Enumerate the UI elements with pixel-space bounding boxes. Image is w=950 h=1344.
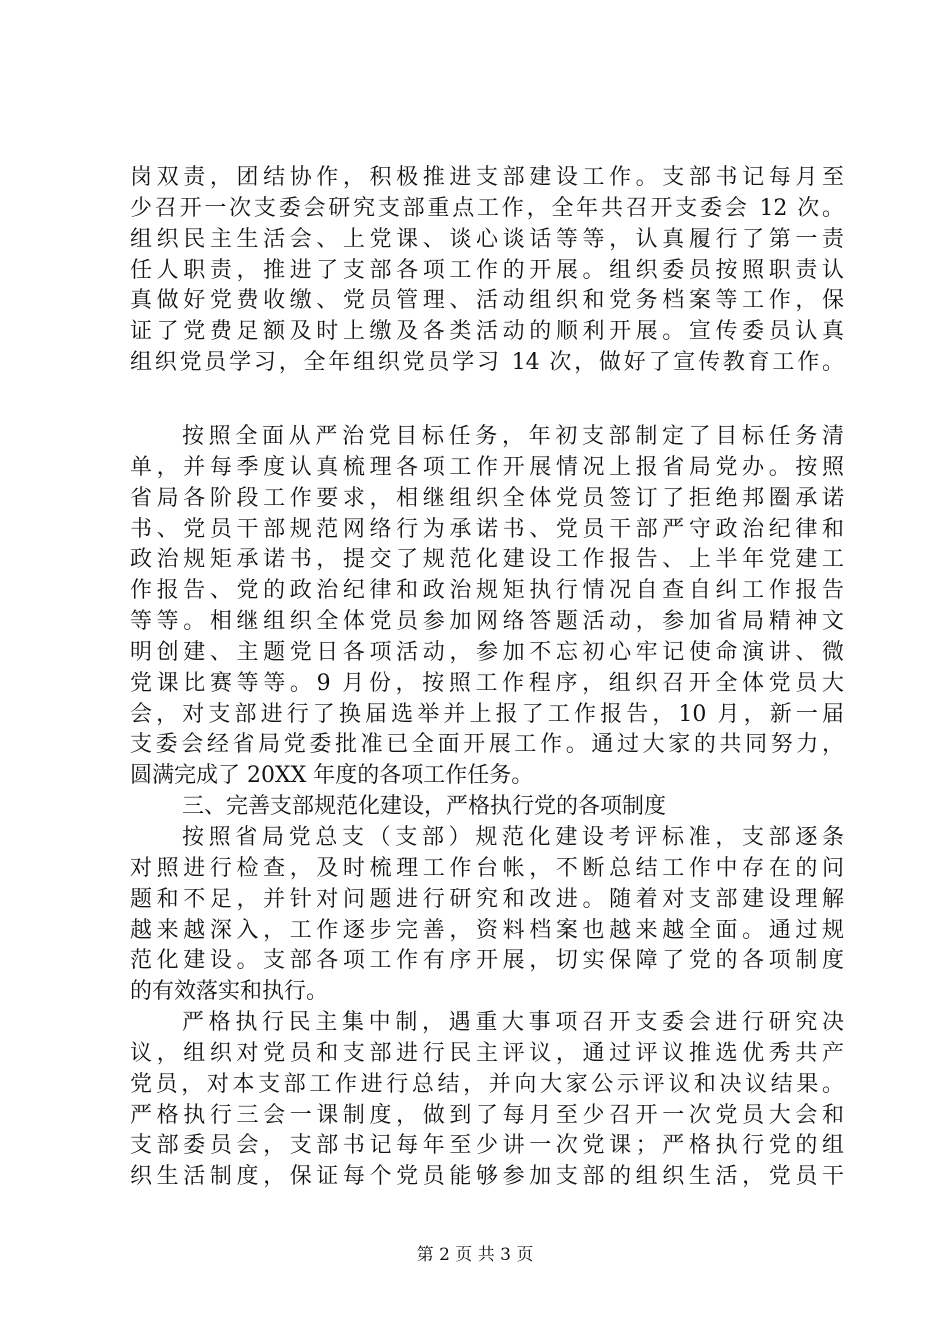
- paragraph-block-2: [130, 422, 844, 1193]
- text-line: 组织党员学习，全年组织党员学习 14 次，做好了宣传教育工作。: [130, 350, 844, 376]
- text-line: 严格执行民主集中制，遇重大事项召开支委会进行研究决: [182, 1010, 844, 1036]
- text-line: 会，对支部进行了换届选举并上报了工作报告，10 月，新一届: [130, 701, 844, 727]
- text-line: 严格执行三会一课制度，做到了每月至少召开一次党员大会和: [130, 1102, 844, 1128]
- text-line: 圆满完成了 20XX 年度的各项工作任务。: [130, 763, 534, 789]
- text-line: 岗双责，团结协作，积极推进支部建设工作。支部书记每月至: [130, 165, 844, 190]
- text-line: 少召开一次支委会研究支部重点工作，全年共召开支委会 12 次。: [130, 195, 844, 221]
- text-line: 题和不足，并针对问题进行研究和改进。随着对支部建设理解: [130, 886, 844, 912]
- text-line: 越来越深入，工作逐步完善，资料档案也越来越全面。通过规: [130, 917, 844, 943]
- text-line: 对照进行检查，及时梳理工作台帐，不断总结工作中存在的问: [130, 855, 844, 881]
- text-line: 组织民主生活会、上党课、谈心谈话等等，认真履行了第一责: [130, 226, 844, 252]
- text-line: 明创建、主题党日各项活动，参加不忘初心牢记使命演讲、微: [130, 639, 844, 665]
- text-line: 作报告、党的政治纪律和政治规矩执行情况自查自纠工作报告: [130, 578, 844, 604]
- text-line: 议，组织对党员和支部进行民主评议，通过评议推选优秀共产: [130, 1040, 844, 1066]
- page-footer: 第 2 页 共 3 页: [416, 1245, 534, 1265]
- text-line: 真做好党费收缴、党员管理、活动组织和党务档案等工作，保: [130, 288, 844, 314]
- text-line: 支部委员会，支部书记每年至少讲一次党课；严格执行党的组: [130, 1133, 844, 1159]
- text-line: 支委会经省局党委批准已全面开展工作。通过大家的共同努力，: [130, 732, 844, 758]
- section-heading: 三、完善支部规范化建设，严格执行党的各项制度: [182, 794, 667, 820]
- text-line: 范化建设。支部各项工作有序开展，切实保障了党的各项制度: [130, 948, 844, 974]
- text-line: 党课比赛等等。9 月份，按照工作程序，组织召开全体党员大: [130, 670, 844, 696]
- text-line: 按照省局党总支（支部）规范化建设考评标准，支部逐条: [182, 824, 844, 850]
- text-line: 的有效落实和执行。: [130, 979, 329, 1005]
- text-line: 省局各阶段工作要求，相继组织全体党员签订了拒绝邦圈承诺: [130, 485, 844, 511]
- text-line: 任人职责，推进了支部各项工作的开展。组织委员按照职责认: [130, 257, 844, 283]
- text-line: 证了党费足额及时上缴及各类活动的顺利开展。宣传委员认真: [130, 319, 844, 345]
- text-line: 按照全面从严治党目标任务，年初支部制定了目标任务清: [182, 424, 844, 449]
- text-line: 政治规矩承诺书，提交了规范化建设工作报告、上半年党建工: [130, 547, 844, 573]
- text-line: 党员，对本支部工作进行总结，并向大家公示评议和决议结果。: [130, 1071, 844, 1097]
- text-line: 等等。相继组织全体党员参加网络答题活动，参加省局精神文: [130, 609, 844, 635]
- paragraph-block-1: [130, 163, 844, 379]
- text-line: 书、党员干部规范网络行为承诺书、党员干部严守政治纪律和: [130, 516, 844, 542]
- text-line: 织生活制度，保证每个党员能够参加支部的组织生活，党员干: [130, 1164, 844, 1190]
- text-line: 单，并每季度认真梳理各项工作开展情况上报省局党办。按照: [130, 454, 844, 480]
